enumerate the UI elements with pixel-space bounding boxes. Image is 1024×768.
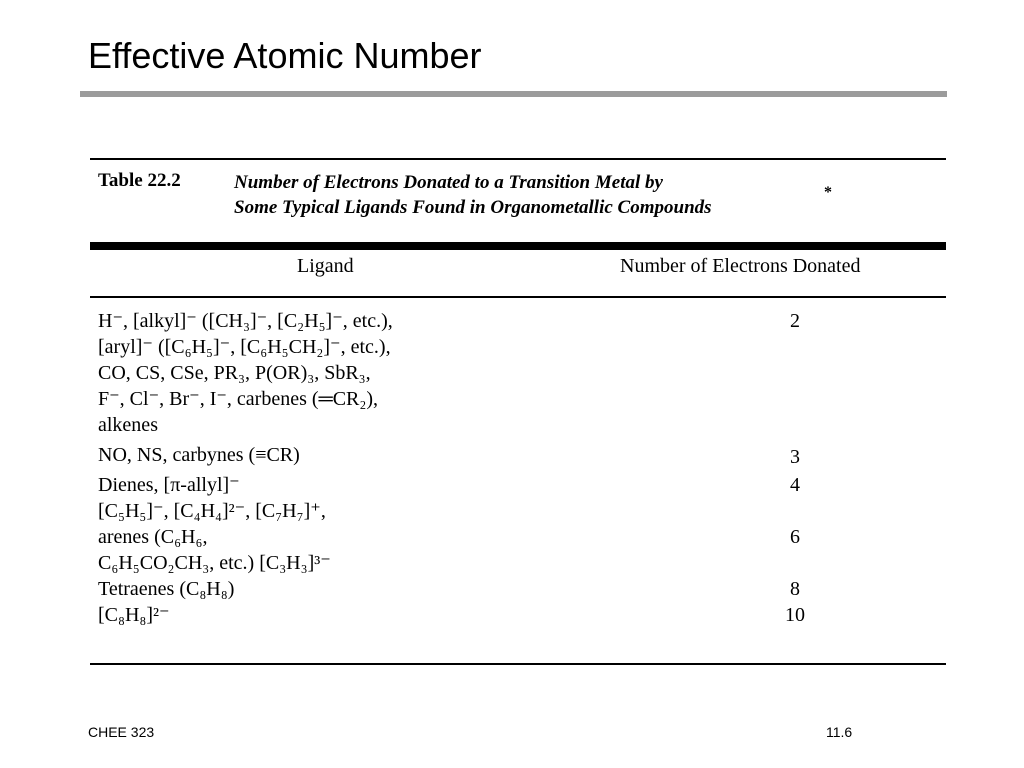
- electrons-cell: 2: [790, 310, 800, 332]
- table-row: [98, 498, 946, 576]
- table-label: Table 22.2: [98, 170, 181, 191]
- table-bottom-rule: [90, 663, 946, 665]
- table-caption-line: Some Typical Ligands Found in Organometallic Compounds: [234, 197, 712, 218]
- ligand-cell: [98, 442, 946, 468]
- title-divider: [80, 91, 947, 97]
- table-top-rule: [90, 158, 946, 160]
- table-caption-line: Number of Electrons Donated to a Transition Metal by: [234, 172, 663, 193]
- ligand-cell: [98, 498, 946, 576]
- ligand-cell: [98, 576, 946, 602]
- ligand-line: Dienes, [π-allyl]⁻: [98, 474, 240, 496]
- ligand-cell: [98, 472, 946, 498]
- table-caption: [234, 170, 712, 220]
- electrons-cell: 3: [790, 446, 800, 468]
- slide-title: Effective Atomic Number: [88, 35, 482, 76]
- table-row: [98, 308, 946, 438]
- ligand-line: alkenes: [98, 414, 158, 436]
- ligand-table: [90, 150, 946, 670]
- ligand-line: Tetraenes (C₈H₈): [98, 578, 235, 600]
- column-header-ligand: Ligand: [297, 255, 354, 277]
- ligand-line: arenes (C₆H₆,: [98, 526, 208, 548]
- ligand-line: H⁻, [alkyl]⁻ ([CH₃]⁻, [C₂H₅]⁻, etc.),: [98, 310, 393, 332]
- footer-course-code: CHEE 323: [88, 724, 155, 740]
- table-header-rule: [90, 296, 946, 298]
- ligand-line: CO, CS, CSe, PR₃, P(OR)₃, SbR₃,: [98, 362, 371, 384]
- ligand-line: [C₈H₈]²⁻: [98, 604, 170, 626]
- ligand-line: C₆H₅CO₂CH₃, etc.) [C₃H₃]³⁻: [98, 552, 331, 574]
- table-header-thick-rule: [90, 242, 946, 250]
- ligand-line: [C₅H₅]⁻, [C₄H₄]²⁻, [C₇H₇]⁺,: [98, 500, 326, 522]
- ligand-cell: [98, 602, 946, 628]
- electrons-cell: 6: [790, 526, 800, 548]
- ligand-line: NO, NS, carbynes (≡CR): [98, 444, 300, 466]
- column-header-electrons: Number of Electrons Donated: [620, 255, 861, 277]
- ligand-line: F⁻, Cl⁻, Br⁻, I⁻, carbenes (═CR₂),: [98, 388, 378, 410]
- table-row: [98, 472, 946, 498]
- ligand-cell: [98, 308, 946, 438]
- table-row: [98, 602, 946, 628]
- table-row: [98, 442, 946, 468]
- table-row: [98, 576, 946, 602]
- ligand-line: [aryl]⁻ ([C₆H₅]⁻, [C₆H₅CH₂]⁻, etc.),: [98, 336, 391, 358]
- electrons-cell: 4: [790, 474, 800, 496]
- table-body: [98, 308, 946, 628]
- electrons-cell: 10: [785, 604, 805, 626]
- caption-footnote-mark: *: [824, 184, 832, 201]
- footer-page-number: 11.6: [826, 724, 853, 740]
- electrons-cell: 8: [790, 578, 800, 600]
